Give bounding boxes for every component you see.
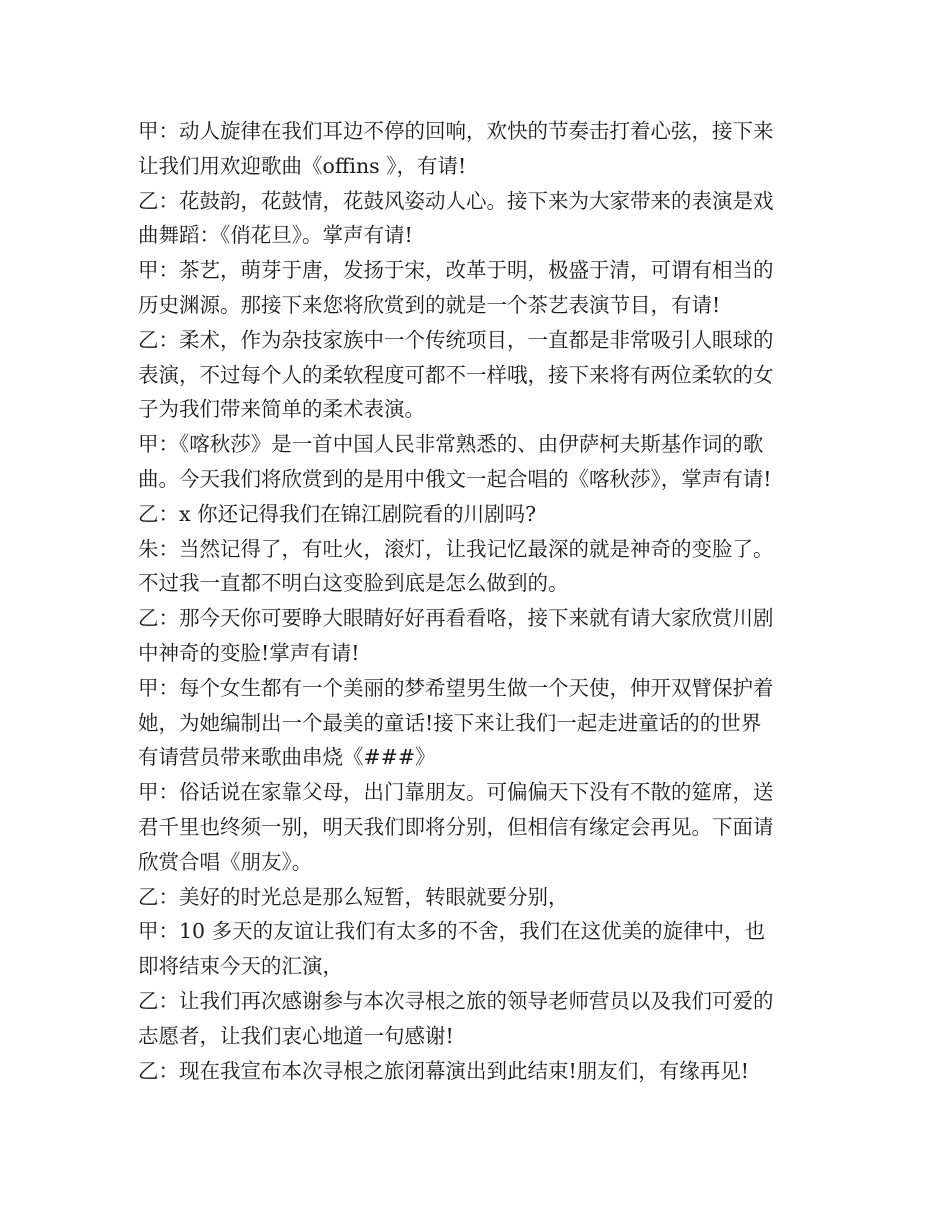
text-line: 甲：10 多天的友谊让我们有太多的不舍，我们在这优美的旋律中，也 — [138, 919, 766, 944]
text-line: 志愿者，让我们衷心地道一句感谢! — [138, 1023, 454, 1048]
text-line: 朱：当然记得了，有吐火，滚灯，让我记忆最深的就是神奇的变脸了。 — [138, 536, 774, 561]
text-line: 有请营员带来歌曲串烧《###》 — [138, 745, 436, 770]
text-line: 让我们用欢迎歌曲《offins 》，有请! — [138, 153, 467, 178]
dialogue-paragraph — [138, 775, 828, 879]
dialogue-paragraph — [138, 253, 828, 323]
dialogue-paragraph — [138, 427, 828, 497]
text-line: 乙：花鼓韵，花鼓情，花鼓风姿动人心。接下来为大家带来的表演是戏 — [138, 188, 774, 213]
dialogue-paragraph — [138, 323, 828, 427]
text-line: 君千里也终须一别，明天我们即将分别，但相信有缘定会再见。下面请 — [138, 814, 774, 839]
text-line: 曲。今天我们将欣赏到的是用中俄文一起合唱的《喀秋莎》，掌声有请! — [138, 466, 772, 491]
dialogue-paragraph — [138, 497, 828, 532]
dialogue-paragraph — [138, 601, 828, 671]
text-line: 乙：x 你还记得我们在锦江剧院看的川剧吗? — [138, 501, 537, 526]
text-line: 甲：俗话说在家靠父母，出门靠朋友。可偏偏天下没有不散的筵席，送 — [138, 780, 774, 805]
text-line: 不过我一直都不明白这变脸到底是怎么做到的。 — [138, 571, 569, 596]
text-line: 中神奇的变脸!掌声有请! — [138, 640, 360, 665]
text-line: 甲：动人旋律在我们耳边不停的回响，欢快的节奏击打着心弦，接下来 — [138, 119, 774, 143]
text-line: 甲：《喀秋莎》是一首中国人民非常熟悉的、由伊萨柯夫斯基作词的歌 — [138, 432, 764, 457]
dialogue-paragraph — [138, 184, 828, 254]
text-line: 乙：让我们再次感谢参与本次寻根之旅的领导老师营员以及我们可爱的 — [138, 988, 774, 1013]
text-line: 表演，不过每个人的柔软程度可都不一样哦，接下来将有两位柔软的女 — [138, 362, 774, 387]
document-body — [138, 114, 828, 1088]
dialogue-paragraph — [138, 984, 828, 1054]
text-line: 欣赏合唱《朋友》。 — [138, 849, 313, 874]
dialogue-paragraph — [138, 914, 828, 984]
text-line: 即将结束今天的汇演， — [138, 954, 343, 979]
text-line: 乙：柔术，作为杂技家族中一个传统项目，一直都是非常吸引人眼球的 — [138, 327, 774, 352]
text-line: 乙：现在我宣布本次寻根之旅闭幕演出到此结束!朋友们，有缘再见! — [138, 1058, 749, 1083]
text-line: 甲：每个女生都有一个美丽的梦希望男生做一个天使，伸开双臂保护着 — [138, 675, 774, 700]
dialogue-paragraph — [138, 114, 828, 184]
dialogue-paragraph — [138, 1054, 828, 1089]
text-line: 她，为她编制出一个最美的童话!接下来让我们一起走进童话的的世界 — [138, 710, 762, 735]
text-line: 子为我们带来简单的柔术表演。 — [138, 397, 425, 422]
text-line: 乙：美好的时光总是那么短暂，转眼就要分别， — [138, 884, 569, 909]
text-line: 历史渊源。那接下来您将欣赏到的就是一个茶艺表演节目，有请! — [138, 292, 721, 317]
text-line: 甲：茶艺，萌芽于唐，发扬于宋，改革于明，极盛于清，可谓有相当的 — [138, 258, 774, 283]
dialogue-paragraph — [138, 880, 828, 915]
text-line: 乙：那今天你可要睁大眼睛好好再看看咯，接下来就有请大家欣赏川剧 — [138, 606, 774, 631]
dialogue-paragraph — [138, 671, 828, 775]
text-line: 曲舞蹈：《俏花旦》。掌声有请! — [138, 223, 413, 248]
dialogue-paragraph — [138, 532, 828, 602]
